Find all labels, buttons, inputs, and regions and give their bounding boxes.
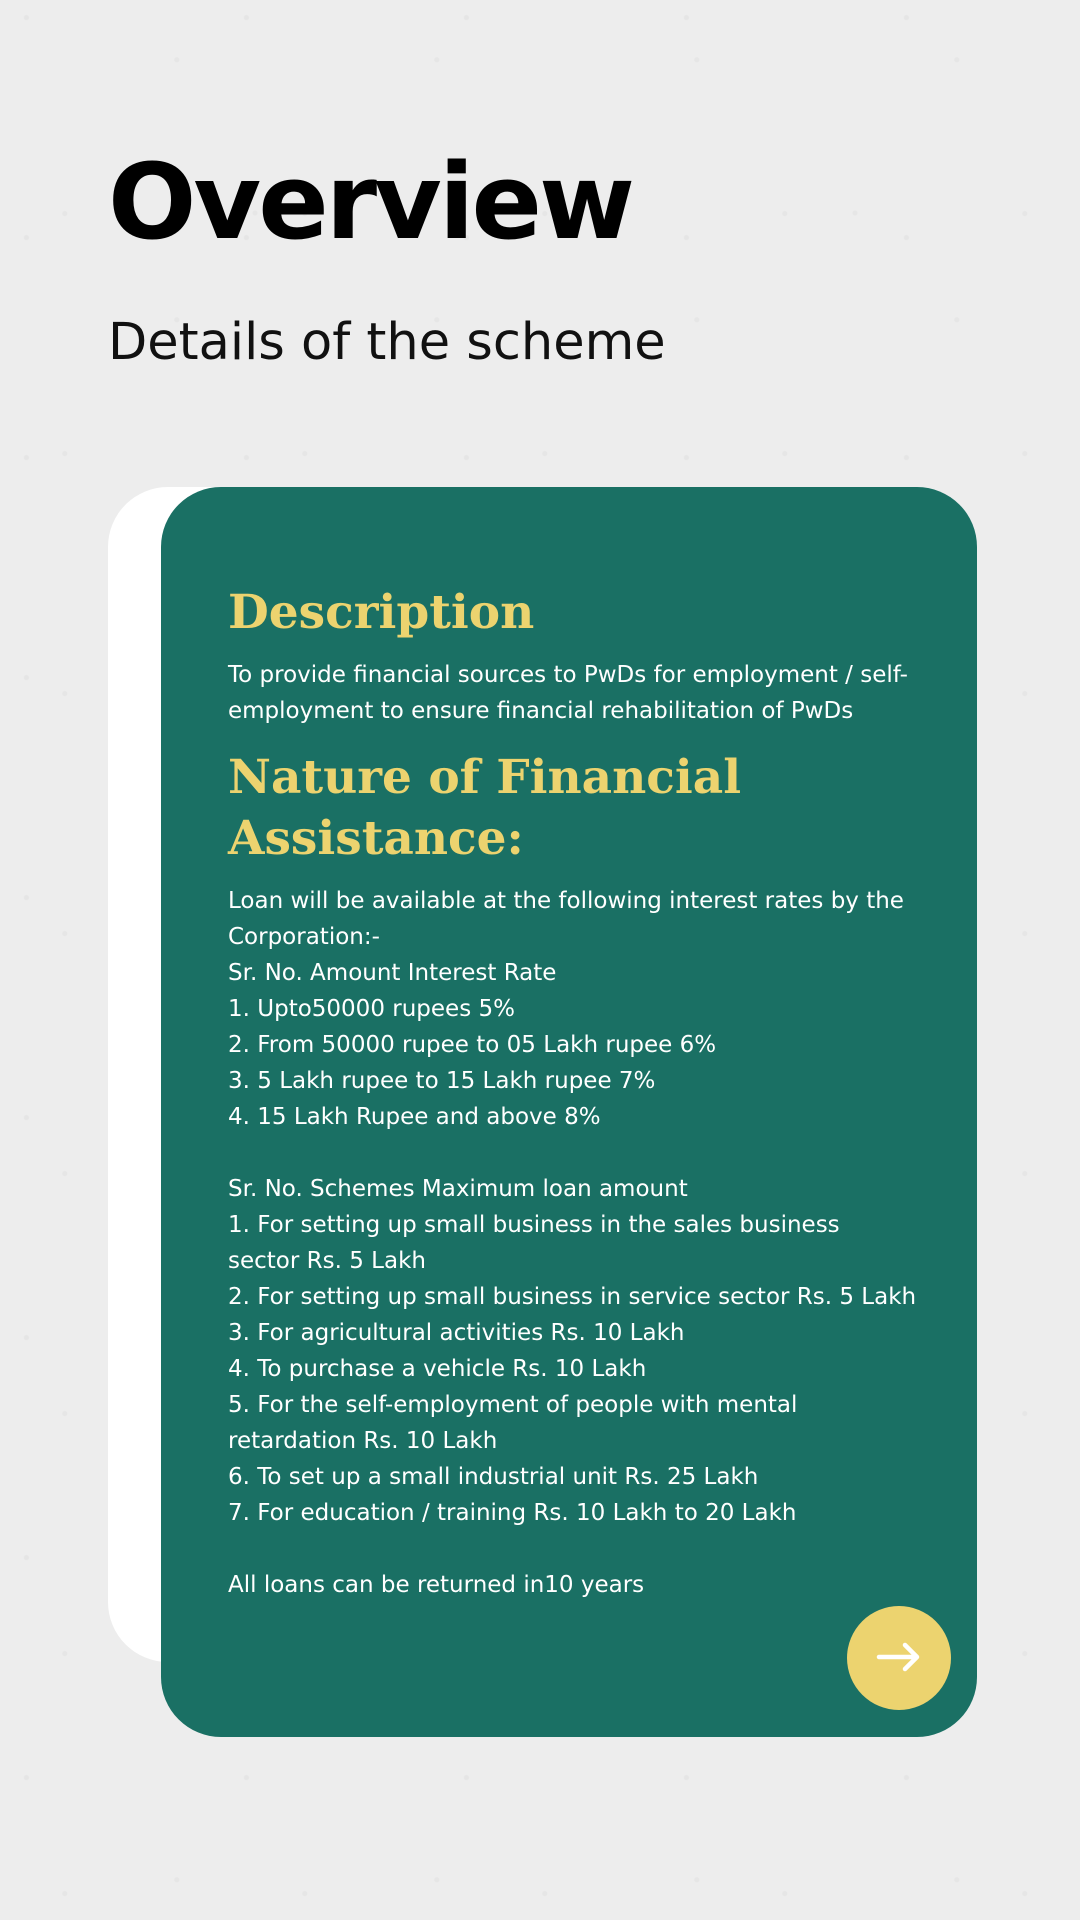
arrow-right-icon (875, 1641, 923, 1676)
page-subtitle: Details of the scheme (108, 313, 666, 372)
next-button[interactable] (847, 1606, 951, 1710)
financial-assistance-text: Loan will be available at the following interest rates by the Corporation:- Sr. No. Amount Interest Rate 1. Upto50000 rupees 5% 2. From 50000 rupee to 05 Lakh rupee 6% 3. 5 Lakh rupee to 15 Lakh rupee 7% 4. 15 Lakh Rupee and above 8% Sr. No. Schemes Maximum loan amount 1. For setting up small business in the sales business sector Rs. 5 Lakh 2. For setting up small business in service sector Rs. 5 Lakh 3. For agricultural activities Rs. 10 Lakh 4. To purchase a vehicle Rs. 10 Lakh 5. For the self-employment of people with mental retardation Rs. 10 Lakh 6. To set up a small industrial unit Rs. 25 Lakh 7. For education / training Rs. 10 Lakh to 20 Lakh All loans can be returned in10 years (228, 888, 917, 1598)
description-heading: Description (228, 585, 535, 640)
page-title: Overview (108, 141, 633, 263)
scheme-details-card (161, 487, 977, 1737)
description-text: To provide financial sources to PwDs for employment / self-employment to ensure financial rehabilitation of PwDs (228, 662, 908, 724)
financial-assistance-heading: Nature of Financial Assistance: (228, 750, 742, 866)
